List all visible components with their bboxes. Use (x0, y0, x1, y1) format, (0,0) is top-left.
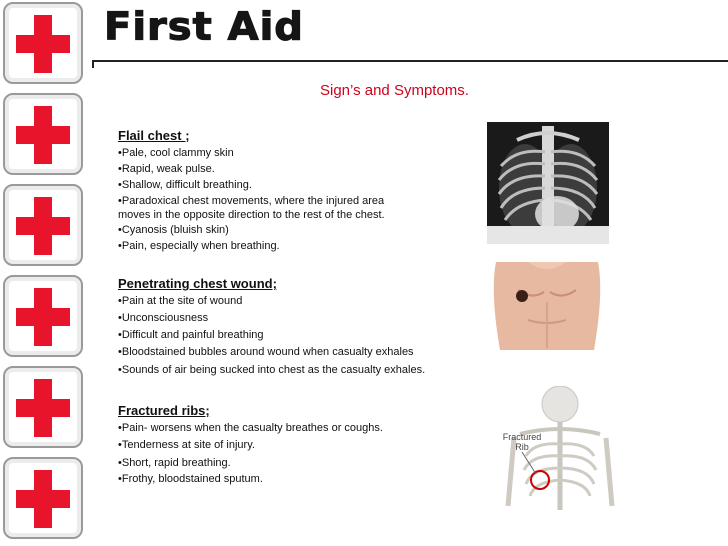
symptom-line: •Paradoxical chest movements, where the injured area (118, 195, 385, 207)
red-cross-icon (14, 377, 72, 439)
symptom-line: moves in the opposite direction to the rest of the chest. (118, 209, 385, 221)
symptom-line: •Cyanosis (bluish skin) (118, 224, 229, 236)
cross-tile (3, 93, 83, 175)
section-heading-flail-chest: Flail chest ; (118, 128, 190, 143)
symptom-line: •Pale, cool clammy skin (118, 147, 234, 159)
symptom-line: •Shallow, difficult breathing. (118, 179, 252, 191)
symptom-line: •Pain- worsens when the casualty breathes or coughs. (118, 422, 383, 434)
cross-tile (3, 457, 83, 539)
symptom-line: •Sounds of air being sucked into chest as the casualty exhales. (118, 364, 426, 376)
symptom-line: •Pain at the site of wound (118, 295, 243, 307)
red-cross-icon (14, 195, 72, 257)
symptom-line: •Unconsciousness (118, 312, 209, 324)
symptom-line: •Difficult and painful breathing (118, 329, 264, 341)
chest-wound-photo (488, 262, 606, 350)
cross-column (0, 0, 86, 546)
cross-tile (3, 275, 83, 357)
symptom-line: •Short, rapid breathing. (118, 457, 231, 469)
cross-tile (3, 2, 83, 84)
header-divider (92, 60, 728, 62)
symptom-line: •Bloodstained bubbles around wound when casualty exhales (118, 346, 414, 358)
chest-xray-image (487, 122, 609, 244)
red-cross-icon (14, 468, 72, 530)
red-cross-icon (14, 286, 72, 348)
slide-subtitle: Sign’s and Symptoms. (320, 82, 469, 99)
symptom-line: •Pain, especially when breathing. (118, 240, 280, 252)
header-divider-tick (92, 60, 94, 68)
red-cross-icon (14, 13, 72, 75)
symptom-line: •Frothy, bloodstained sputum. (118, 473, 263, 485)
symptom-line: •Rapid, weak pulse. (118, 163, 215, 175)
cross-tile (3, 184, 83, 266)
red-cross-icon (14, 104, 72, 166)
section-heading-fractured-ribs: Fractured ribs; (118, 403, 210, 418)
fractured-rib-label: Fractured Rib (502, 432, 542, 452)
symptom-line: •Tenderness at site of injury. (118, 439, 255, 451)
page-title: First Aid (104, 5, 304, 49)
cross-tile (3, 366, 83, 448)
section-heading-penetrating-wound: Penetrating chest wound; (118, 276, 277, 291)
